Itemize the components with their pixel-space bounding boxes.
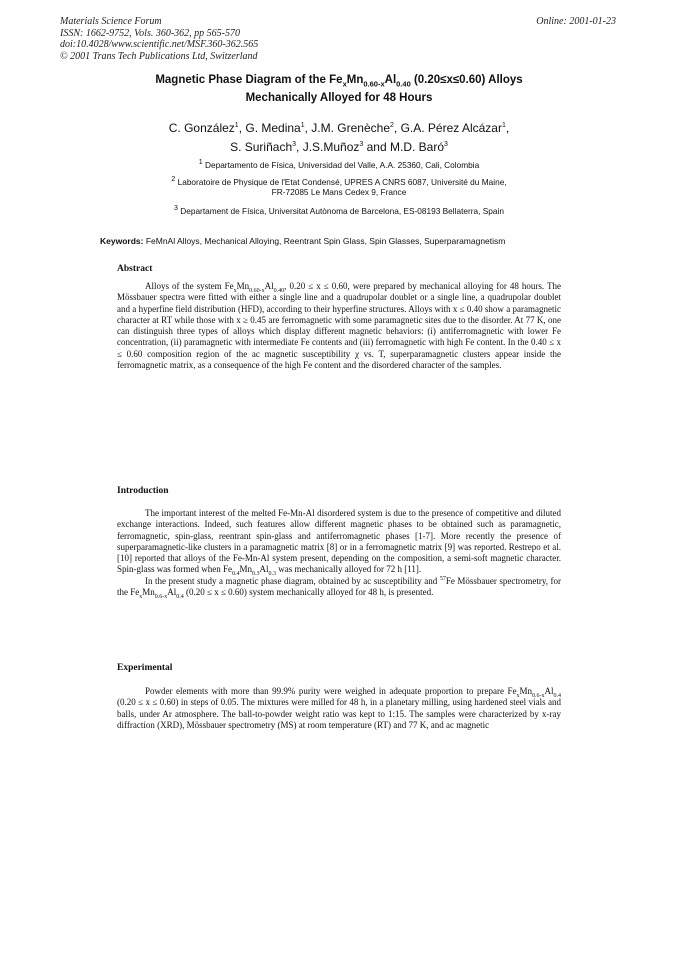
introduction-text: The important interest of the melted Fe-Mn-Al disordered system is due to the presence of competitive and diluted exchange interactions. Indeed, such features allow different magnetic phases to be obtained such as paramagnetic, ferromagnetic, spin-glass, reentrant spin-glass and antiferromagnetic phases [1-7]. More recently the presence of superparamagnetic-like clusters in a paramagnetic matrix [8] or in a ferromagnetic matrix [9] was reported. Restrepo et al. [10] reported that alloys of the Fe-Mn-Al system present, depending on the composition, a semi-soft magnetic character. Spin-glass was formed when $Fe_{0.4}Mn_{0.3}Al_{0.3}$ was mechanically alloyed for 72 h [11]. In the present study a magnetic phase diagram, obtained by ac susceptibility and $^{57}$Fe Mössbauer spectrometry, for the $Fe_xMn_{0.6-x}Al_{0.4}$ (0.20 ≤ x ≤ 0.60) system mechanically alloyed for 48 h, is presented. xyxy=(117,508,561,600)
abstract-heading: Abstract xyxy=(117,264,153,274)
keywords-text: FeMnAl Alloys, Mechanical Alloying, Reentrant Spin Glass, Spin Glasses, Superparamagnetism xyxy=(143,236,506,246)
keywords-label: Keywords: xyxy=(100,236,144,246)
authors-line-2: S. Suriñach$^3$, J.S.Muñoz$^3$ and M.D. Baró$^3$ xyxy=(230,139,448,154)
authors-line-1: C. González$^1$, G. Medina$^1$, J.M. Grenèche$^2$, G.A. Pérez Alcázar$^1$, xyxy=(168,121,510,135)
paper-title xyxy=(100,73,578,105)
keywords xyxy=(100,236,562,247)
author-list xyxy=(100,118,578,155)
journal-copyright: © 2001 Trans Tech Publications Ltd, Switzerland xyxy=(60,50,258,62)
journal-doi[interactable]: doi:10.4028/www.scientific.net/MSF.360-362.565 xyxy=(60,39,259,50)
title-line-2: Mechanically Alloyed for 48 Hours xyxy=(245,92,433,105)
online-date: Online: 2001-01-23 xyxy=(536,16,616,27)
affiliation-3: $^3$ Departament de Física, Universitat Autònoma de Barcelona, ES-08193 Bellaterra, Spain xyxy=(174,205,504,216)
experimental-heading: Experimental xyxy=(117,663,173,673)
introduction-heading: Introduction xyxy=(117,486,169,496)
affiliation-1: $^1$ Departamento de Física, Universidad del Valle, A.A. 25360, Cali, Colombia xyxy=(198,159,480,170)
journal-header xyxy=(60,16,258,62)
title-line-1: Magnetic Phase Diagram of the $Fe_xMn_{0.60-x}Al_{0.40}$ (0.20≤x≤0.60) Alloys xyxy=(155,74,523,89)
experimental-text: Powder elements with more than 99.9% purity were weighed in adequate proportion to prepare $Fe_xMn_{0.6-x}Al_{0.4}$ (0.20 ≤ x ≤ 0.60) in steps of 0.05. The mixtures were milled for 48 h, in a planetary milling, using hardened steel vials and balls, under Ar atmosphere. The ball-to-powder weight ratio was kept to 1:15. The samples were characterized by x-ray diffraction (XRD), Mössbauer spectrometry (MS) at room temperature (RT) and 77 K, and ac magnetic xyxy=(117,686,561,730)
journal-name: Materials Science Forum xyxy=(60,16,162,27)
journal-issn: ISSN: 1662-9752, Vols. 360-362, pp 565-570 xyxy=(60,27,240,39)
abstract-text: Alloys of the system $Fe_xMn_{0.60-x}Al_{0.40}$, 0.20 ≤ x ≤ 0.60, were prepared by mechanical alloying for 48 hours. The Mössbauer spectra were fitted with either a single line and a quadrupolar doublet or a single line, a quadrupolar doublet and a hyperfine field distribution (HFD), according to their hyperfine structures. Alloys with x ≤ 0.40 show a paramagnetic character at RT while those with x ≥ 0.45 are ferromagnetic with some paramagnetic sites due to the disorder. At 77 K, one can distinguish three types of alloys which display different magnetic behaviors: (i) antiferromagnetic with lower Fe concentration, (ii) paramagnetic with intermediate Fe contents and (iii) ferromagnetic with high Fe content. In the 0.40 ≤ x ≤ 0.60 composition region of the ac magnetic susceptibility χ vs. T, superparamagnetic clusters appear inside the ferromagnetic matrix, as a consequence of the high Fe content and the disordered character of the samples. xyxy=(117,281,562,371)
affiliation-2: $^2$ Laboratoire de Physique de l'Etat Condensé, UPRES A CNRS 6087, Université du Maine, FR-72085 Le Mans Cedex 9, France xyxy=(171,176,507,198)
